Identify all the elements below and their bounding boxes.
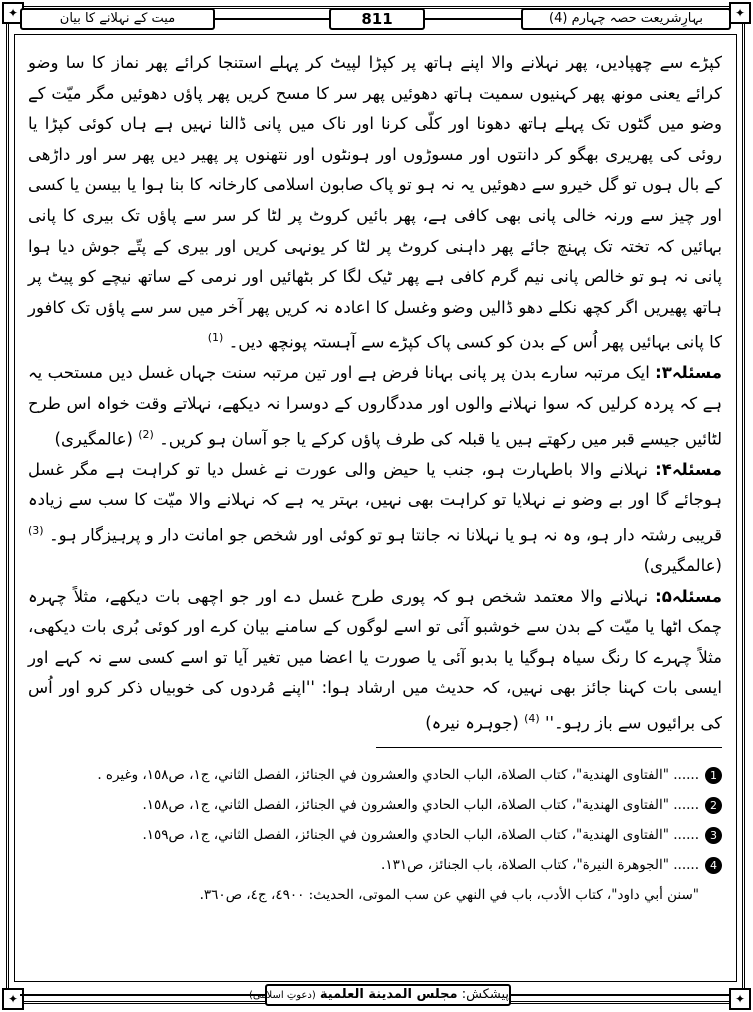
corner-ornament-icon: ✦	[2, 2, 24, 24]
footer-prefix: پیشکش:	[461, 987, 509, 1002]
footnote-number-badge: 2	[705, 797, 722, 814]
footnotes	[28, 760, 722, 910]
text-line: بدن سے خوشبو آئی تو اسے لوگوں کے سامنے بیان کرے اور کوئی بُری بات دیکھی، مثلاً چہرے کا رنگ سیاہ ہوگیا یا بدبو آئی یا صورت	[28, 617, 723, 667]
text-line: ہو تو کوئی اور شخص جو امانت دار و پرہیزگار ہو۔	[48, 525, 406, 545]
footnote-number-badge: 1	[705, 767, 722, 784]
footnote-item	[28, 880, 722, 910]
footnote-ref[interactable]: (4)	[524, 711, 540, 725]
footnote-text: ...... "الفتاوی الهندية"، كتاب الصلاة، الباب الحادي والعشرون في الجنائز، الفصل الثاني، ج١، ص١٥٨، وغيره .	[97, 767, 699, 783]
footer-divider	[511, 994, 731, 996]
book-title: بہارِشریعت حصہ چہارم (4)	[521, 8, 731, 30]
page-header	[20, 8, 731, 30]
footnote-text: ...... "الفتاوی الهندية"، كتاب الصلاة، الباب الحادي والعشرون في الجنائز، الفصل الثاني، ج١، ص١٥٩.	[142, 827, 699, 843]
corner-ornament-icon: ✦	[729, 2, 751, 24]
footnote-item	[28, 790, 722, 820]
text-line: سمیت ہاتھ دھوئیں پھر سر کا مسح کریں پھر پاؤں دھوئیں مگر میّت کے وضو میں گٹوں تک پہلے ہاتھ دھونا اور کلّی کرنا اور ناک میں پانی	[28, 83, 722, 134]
footnote-item	[28, 850, 722, 880]
footnote-ref[interactable]: (3)	[28, 523, 44, 537]
text-line: یا اعضا میں تغیر آیا تو اسے کسی سے نہ کہے اور ایسی بات کہنا جائز بھی نہیں، کہ حدیث میں ارشاد ہوا: ''اپنے مُردوں کی خوبیاں ذکر	[28, 647, 722, 698]
publisher-name: مجلس المدينة العلمية	[319, 987, 458, 1002]
text-line: ڈالنا نہیں ہے ہاں کوئی کپڑا یا روئی کی پھریری بھگو کر دانتوں اور مسوڑوں اور ہونٹوں اور نتھنوں پر پھیر دیں پھر سر اور داڑھی کے بال	[28, 114, 722, 195]
corner-ornament-icon: ✦	[2, 988, 24, 1010]
masala-label: مسئلہ۴:	[655, 459, 722, 479]
footnote-ref[interactable]: (2)	[138, 427, 154, 441]
footnote-text: ...... "الجوهرة النيرة"، كتاب الصلاة، باب الجنائز، ص١٣١.	[381, 857, 699, 873]
text-line: ایک مرتبہ سارے بدن پر پانی بہانا فرض ہے اور تین مرتبہ سنت جہاں غسل دیں مستحب یہ ہے کہ پردہ کرلیں	[28, 363, 722, 414]
text-line: کے پتّے جوش دیا ہوا پانی نہ ہو تو خالص پانی نیم گرم کافی ہے پھر ٹیک لگا کر بٹھائیں اور نرمی کے ساتھ نیچے کو پیٹ پر ہاتھ پھیریں	[28, 236, 722, 317]
footnote-number-badge: 4	[705, 857, 722, 874]
footnote-item	[28, 760, 722, 790]
page-number: 811	[329, 8, 425, 30]
footnote-separator	[376, 747, 722, 748]
text-line: پاؤں کرکے یا جو آسان ہو کریں۔	[159, 429, 381, 449]
header-divider	[425, 18, 521, 20]
masala-label: مسئلہ۳:	[655, 363, 722, 383]
text-line: نہلانے والا باطہارت ہو، جنب یا حیض والی عورت نے غسل دیا تو کراہت ہے مگر غسل ہوجائے گا اور	[28, 459, 723, 510]
footnote-ref[interactable]: (1)	[207, 331, 224, 345]
opening-paragraph	[28, 48, 722, 358]
source-citation: (عالمگیری)	[54, 429, 133, 449]
text-line: کرو اور اُس کی برائیوں سے باز رہو۔''	[28, 678, 722, 733]
text-line: کپڑے سے آہستہ پونچھ دیں۔	[228, 332, 422, 352]
footnote-text: "سنن أبي داود"، كتاب الأدب، باب في النهي عن سب الموتى، الحديث: ٤٩٠٠، ج٤، ص٣٦٠.	[199, 887, 699, 903]
text-line: کہ سوا نہلانے والوں اور مددگاروں کے دوسرا نہ دیکھے، نہلاتے وقت خواہ اس طرح لٹائیں جیسے قبر میں رکھتے ہیں یا قبلہ کی طرف	[28, 394, 722, 449]
masala-label: مسئلہ۵:	[655, 586, 722, 606]
footnote-number-badge: 3	[705, 827, 722, 844]
masala-4	[28, 455, 722, 582]
footnote-item	[28, 820, 722, 850]
text-line: بے وضو نے نہلایا تو کراہت بھی نہیں، بہتر یہ ہے کہ نہلانے والا میّت کا سب سے زیادہ قریبی رشتہ دار ہو، وہ نہ ہو یا نہلانا نہ جانتا	[28, 490, 723, 545]
text-line: ہوں تو گل خیرو سے دھوئیں یہ نہ ہو تو پاک صابون اسلامی کارخانہ کا بنا ہوا یا بیسن یا کسی اور چیز سے ورنہ خالی پانی بھی کافی ہے،	[28, 175, 722, 225]
publisher-org: (دعوتِ اسلامی)	[248, 990, 316, 1001]
corner-ornament-icon: ✦	[729, 988, 751, 1010]
text-line: پھر بائیں کروٹ پر لٹا کر سر سے پاؤں تک بیری کا پانی بہائیں کہ تختہ تک پہنچ جائے پھر داہنی کروٹ پر لٹا کر یونہی کریں اور بیری	[28, 205, 722, 256]
text-line: نہلانے والا معتمد شخص ہو کہ پوری طرح غسل دے اور جو اچھی بات دیکھے، مثلاً چہرہ چمک اٹھا یا میّت کے	[28, 586, 722, 637]
masala-3	[28, 358, 722, 454]
header-divider	[215, 18, 329, 20]
source-citation: (عالمگیری)	[643, 556, 722, 575]
body-text	[28, 48, 722, 739]
source-citation: (جوہرہ نیرہ)	[425, 713, 519, 733]
publisher-credit	[248, 984, 511, 1006]
footnote-text: ...... "الفتاوی الهندية"، كتاب الصلاة، الباب الحادي والعشرون في الجنائز، الفصل الثاني، ج١، ص١٥٨.	[142, 797, 699, 813]
text-line: کپڑے سے چھپادیں، پھر نہلانے والا اپنے ہاتھ پر کپڑا لپیٹ کر پہلے استنجا کرائے پھر نماز کا سا وضو کرائے یعنی مونھ پھر کہنیوں	[28, 53, 723, 103]
page-footer	[20, 984, 731, 1006]
footer-divider	[20, 994, 265, 996]
text-line: اگر کچھ نکلے دھو ڈالیں وضو وغسل کا اعادہ نہ کریں پھر آخر میں سر سے پاؤں تک کافور کا پانی بہائیں پھر اُس کے بدن کو کسی پاک	[28, 297, 722, 352]
masala-5	[28, 582, 722, 739]
chapter-title: میت کے نہلانے کا بیان	[20, 8, 215, 30]
